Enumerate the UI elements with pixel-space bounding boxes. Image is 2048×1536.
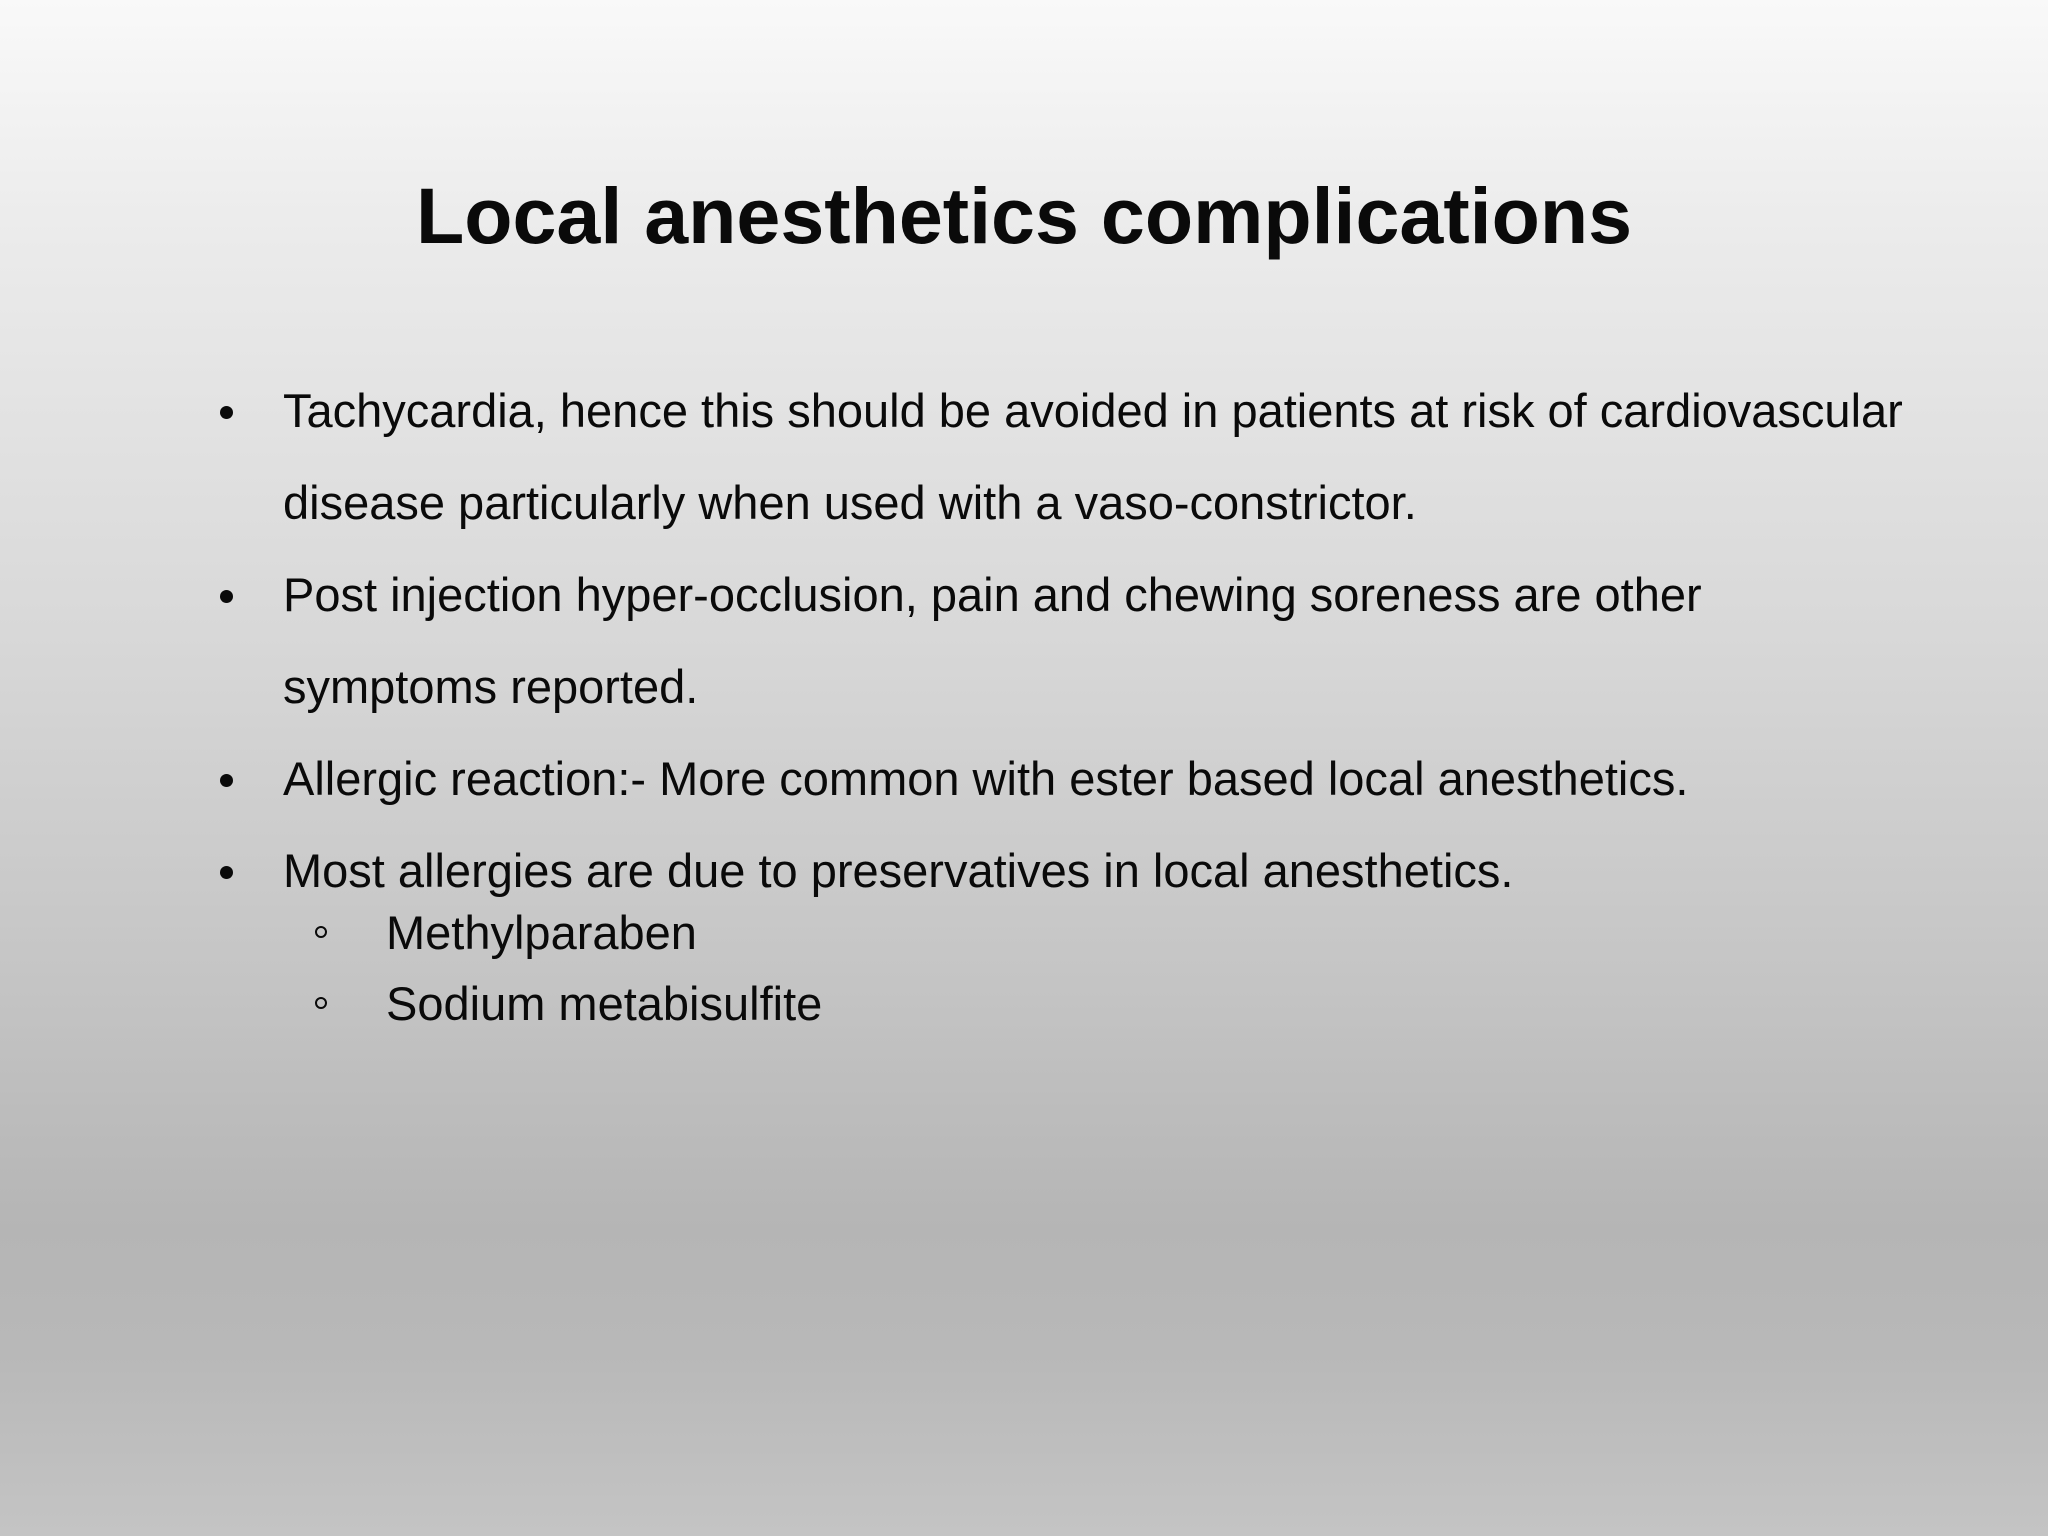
bullet-item [210,365,1910,549]
sub-bullet-text: Methylparaben [386,906,697,959]
bullet-item [210,825,1910,1039]
sub-bullet-text: Sodium metabisulfite [386,977,823,1030]
bullet-item [210,733,1910,825]
bullet-text: Allergic reaction:- More common with ester based local anesthetics. [283,752,1689,805]
sub-bullet-item [283,897,1910,968]
sub-bullet-item [283,968,1910,1039]
bullet-list [210,365,1910,1039]
bullet-text: Tachycardia, hence this should be avoided in patients at risk of cardiovascular disease particularly when used with a vaso-constrictor. [283,384,1903,529]
bullet-text: Most allergies are due to preservatives in local anesthetics. [283,844,1514,897]
bullet-dot-icon [220,590,233,603]
sub-bullet-ring-icon [315,997,327,1009]
bullet-item [210,549,1910,733]
bullet-dot-icon [220,406,233,419]
sub-bullet-list [283,897,1910,1039]
bullet-dot-icon [220,774,233,787]
bullet-dot-icon [220,866,233,879]
sub-bullet-ring-icon [315,926,327,938]
slide-title: Local anesthetics complications [415,171,1633,260]
bullet-text: Post injection hyper-occlusion, pain and chewing soreness are other symptoms reported. [283,568,1702,713]
